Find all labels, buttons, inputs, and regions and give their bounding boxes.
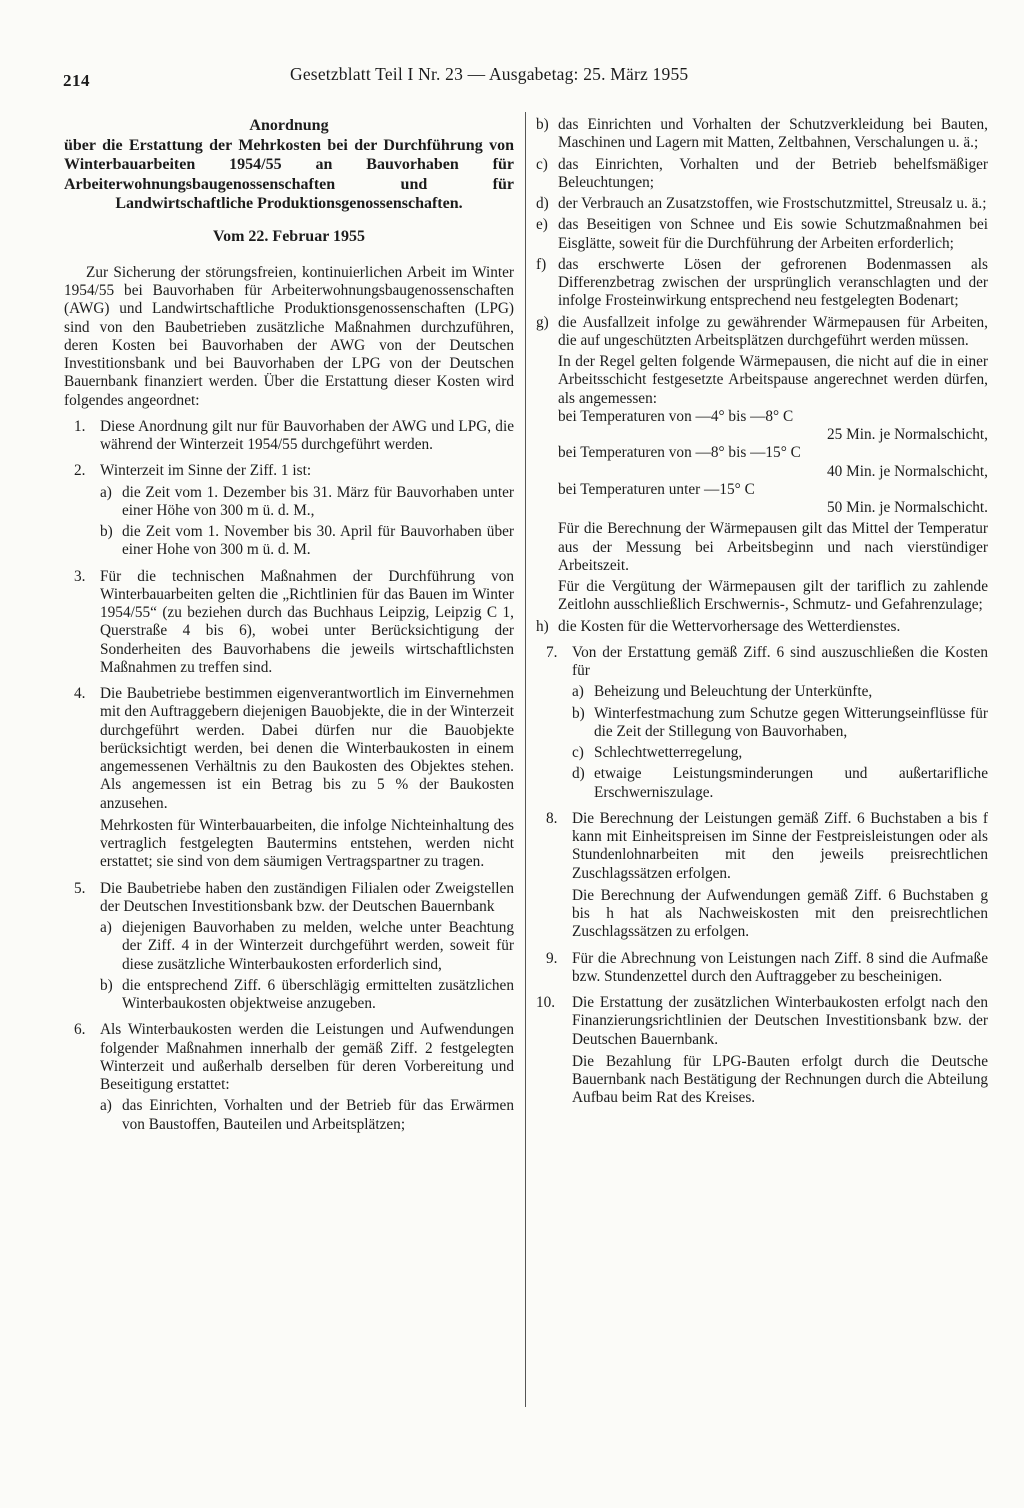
subsection-text: Winterfestmachung zum Schutze gegen Witterungseinflüsse für die Zeit der Stillegung von Bauvorhaben,: [594, 704, 988, 740]
subsection-letter: e): [536, 216, 548, 234]
temperature-range: bei Temperaturen unter —15° C: [558, 480, 755, 498]
subsection-text: die Kosten für die Wettervorhersage des Wetterdienstes.: [558, 617, 901, 635]
temperature-range: bei Temperaturen von —8° bis —15° C: [558, 444, 801, 462]
section-continuation: Die Bezahlung für LPG-Bauten erfolgt durch die Deutsche Bauernbank nach Bestätigung der Rechnungen durch die Abteilung Aufbau beim Rat des Kreises.: [572, 1052, 988, 1107]
subsection-text: die Ausfallzeit infolge zu gewährender Wärmepausen für Arbeiten, die auf ungeschützten Arbeitsplätzen durchgeführt werden müssen.: [558, 313, 988, 349]
section-number: 7.: [546, 643, 558, 661]
subsection-letter: a): [572, 683, 584, 701]
section-1: [64, 418, 514, 455]
subsection-letter: b): [100, 523, 113, 540]
section-text: Die Erstattung der zusätzlichen Winterbaukosten erfolgt nach den Finanzierungsrichtlinien der Deutschen Investitionsbank bzw. der Deutschen Bauernbank.: [572, 994, 988, 1048]
right-column: [536, 116, 988, 1108]
pause-duration: 40 Min. je Normalschicht,: [826, 462, 988, 480]
subsection-text: das Einrichten und Vorhalten der Schutzverkleidung bei Bauten, Maschinen und Lagern mit Matten, Zeltbahnen, Verschalungen u. ä.;: [558, 116, 988, 152]
subsection-letter: b): [100, 976, 113, 994]
subsection-text: etwaige Leistungsminderungen und außertarifliche Erschwerniszulage.: [594, 765, 988, 801]
section-text: Die Baubetriebe haben den zuständigen Filialen oder Zweigstellen der Deutschen Investitionsbank bzw. der Deutschen Bauernbank: [100, 879, 514, 915]
subsection-text: die entsprechend Ziff. 6 überschlägig ermittelten zusätzlichen Winterbaukosten objektweise anzugeben.: [122, 976, 514, 1012]
subsection-letter: c): [572, 744, 584, 761]
subsection-a: [100, 919, 514, 974]
section-number: 5.: [74, 879, 86, 897]
subsection-letter: b): [572, 704, 585, 722]
subsection-a: [100, 1097, 514, 1134]
subsection-b: [100, 523, 514, 560]
section-number: 10.: [536, 994, 556, 1011]
subsection-letter: a): [100, 483, 112, 501]
subsection-h: [536, 618, 988, 636]
section-10: [536, 994, 988, 1108]
subsection-text: das Einrichten, Vorhalten und der Betrieb behelfsmäßiger Beleuchtungen;: [558, 155, 988, 191]
subsection-b: [100, 977, 514, 1014]
subsection-continuation: Für die Vergütung der Wärmepausen gilt der tariflich zu zahlende Zeitlohn ausschließlich Erschwernis-, Schmutz- und Gefahrenzulage;: [558, 578, 988, 614]
left-column: [64, 116, 514, 1134]
section-text: Die Berechnung der Leistungen gemäß Ziff. 6 Buchstaben a bis f kann mit Einheitspreisen im Sinne der Festpreisleistungen oder als Stundenlohnarbeiten mit den jeweils preisrechtlichen Zuschlagssätzen erfolgen.: [572, 809, 988, 882]
subsection-letter: c): [536, 155, 548, 173]
section-text: Als Winterbaukosten werden die Leistungen und Aufwendungen folgender Maßnahmen innerhalb der gemäß Ziff. 2 festgelegten Winterzeit und außerhalb derselben für deren Vorbereitung und Beseitigung erstattet:: [100, 1021, 514, 1093]
subsection-f: [536, 256, 988, 311]
subsection-a: [100, 484, 514, 521]
subsection-b: [536, 116, 988, 153]
subsection-letter: d): [572, 765, 585, 783]
subsection-text: die Zeit vom 1. Dezember bis 31. März für Bauvorhaben unter einer Höhe von 300 m ü. d. M.,: [122, 483, 514, 519]
section-text: Die Baubetriebe bestimmen eigenverantwortlich im Einvernehmen mit den Auftraggebern diejenigen Bauobjekte, die in der Winterzeit durchgeführt werden. Dabei dürfen nur die Bauobjekte berücksichtigt werden, bei denen die Winterbaukosten in einem angemessenen Verhältnis zu den Baukosten des Objektes stehen. Als angemessen ist ein Betrag bis zu 5 % der Baukosten anzusehen.: [100, 685, 514, 812]
preamble: Zur Sicherung der störungsfreien, kontinuierlichen Arbeit im Winter 1954/55 bei Bauvorhaben für Arbeiterwohnungsbaugenossenschaften (AWG) und Landwirtschaftliche Produktionsgenossenschaften (LPG) sind von den Baubetrieben zusätzliche Maßnahmen durchzuführen, deren Kosten bei Bauvorhaben der AWG von der Deutschen Investitionsbank und bei Bauvorhaben der LPG von der Deutschen Bauernbank finanziert werden. Über die Erstattung dieser Kosten wird folgendes angeordnet:: [64, 263, 514, 409]
subsection-continuation: Für die Berechnung der Wärmepausen gilt das Mittel der Temperatur aus der Messung bei Arbeitsbeginn und nach vierstündiger Arbeitszeit.: [558, 520, 988, 574]
subsection-text: Beheizung und Beleuchtung der Unterkünfte,: [594, 683, 873, 701]
section-5: [64, 880, 514, 1014]
subsection-text: diejenigen Bauvorhaben zu melden, welche unter Beachtung der Ziff. 4 in der Winterzeit durchgeführt werden, soweit für diese zusätzliche Winterbaukosten erforderlich sind,: [122, 919, 514, 973]
pause-duration: 50 Min. je Normalschicht.: [826, 499, 988, 516]
subsection-continuation: In der Regel gelten folgende Wärmepausen, die nicht auf die in einer Arbeitsschicht festgesetzte Arbeitspause angerechnet werden dürfen, als angemessen:: [558, 353, 988, 407]
subsection-letter: a): [100, 919, 112, 936]
subsection-text: der Verbrauch an Zusatzstoffen, wie Frostschutzmittel, Streusalz u. ä.;: [558, 195, 987, 212]
temperature-table: [558, 408, 988, 518]
subsection-text: Schlechtwetterregelung,: [594, 744, 743, 761]
section-number: 2.: [74, 462, 86, 480]
section-4: [64, 685, 514, 872]
section-text: Für die Abrechnung von Leistungen nach Ziff. 8 sind die Aufmaße bzw. Stundenzettel durch den Auftraggeber zu bescheinigen.: [572, 949, 988, 985]
section-number: 9.: [546, 949, 558, 967]
section-7: [536, 644, 988, 802]
section-number: 1.: [74, 417, 86, 435]
subsection-c: [572, 744, 988, 762]
subsection-letter: b): [536, 116, 549, 133]
section-text: Winterzeit im Sinne der Ziff. 1 ist:: [100, 462, 312, 480]
document-date: Vom 22. Februar 1955: [213, 227, 365, 245]
subsection-a: [572, 683, 988, 701]
column-divider: [525, 112, 526, 1407]
pause-duration: 25 Min. je Normalschicht,: [826, 426, 988, 443]
subsection-d: [572, 765, 988, 802]
section-continuation: Die Berechnung der Aufwendungen gemäß Ziff. 6 Buchstaben g bis h hat als Nachweiskosten mit den preisrechtlichen Zuschlagssätzen zu erfolgen.: [572, 886, 988, 941]
section-3: [64, 568, 514, 678]
section-9: [536, 950, 988, 987]
section-text: Für die technischen Maßnahmen der Durchführung von Winterbauarbeiten gelten die „Richtlinien für das Bauen im Winter 1954/55“ (zu beziehen durch das Buchhaus Leipzig, Leipzig C 1, Querstraße 4 bis 6), wobei unter Berücksichtigung der Sonderheiten des Bauvorhabens die jeweils wirtschaftlichsten Maßnahmen zu treffen sind.: [100, 567, 514, 676]
section-text: Von der Erstattung gemäß Ziff. 6 sind auszuschließen die Kosten für: [572, 643, 988, 679]
subsection-letter: d): [536, 195, 549, 212]
document-title: Anordnung: [249, 117, 329, 134]
page-number: 214: [63, 71, 90, 90]
subsection-c: [536, 156, 988, 193]
subsection-letter: h): [536, 617, 549, 635]
subsection-text: das erschwerte Lösen der gefrorenen Bodenmassen als Differenzbetrag zwischen der ursprünglich veranschlagten und der infolge Frosteinwirkung entsprechend neu festgelegten Bodenart;: [558, 255, 988, 310]
section-number: 8.: [546, 809, 558, 827]
subsection-text: das Beseitigen von Schnee und Eis sowie Schutzmaßnahmen bei Eisglätte, soweit für die Durchführung der Arbeiten erforderlich;: [558, 216, 988, 252]
subsection-text: das Einrichten, Vorhalten und der Betrieb für das Erwärmen von Baustoffen, Bauteilen und Arbeitsplätzen;: [122, 1097, 514, 1133]
section-8: [536, 810, 988, 942]
document-subject: über die Erstattung der Mehrkosten bei der Durchführung von Winterbauarbeiten 1954/55 an Bauvorhaben für Arbeiterwohnungsbaugenossenschaften und für Landwirtschaftliche Produktionsgenossenschaften.: [64, 136, 514, 212]
section-2: [64, 462, 514, 559]
section-number: 3.: [74, 567, 86, 585]
section-6: [64, 1021, 514, 1134]
subsection-letter: a): [100, 1097, 112, 1115]
section-text: Diese Anordnung gilt nur für Bauvorhaben der AWG und LPG, die während der Winterzeit 1954/55 durchgeführt werden.: [100, 417, 514, 453]
subsection-d: [536, 195, 988, 213]
subsection-letter: g): [536, 313, 549, 331]
section-number: 6.: [74, 1021, 86, 1039]
running-head: Gesetzblatt Teil I Nr. 23 — Ausgabetag: 25. März 1955: [290, 64, 689, 84]
subsection-b: [572, 705, 988, 742]
subsection-e: [536, 216, 988, 253]
temperature-range: bei Temperaturen von —4° bis —8° C: [558, 407, 794, 425]
subsection-g: [536, 314, 988, 615]
section-continuation: Mehrkosten für Winterbauarbeiten, die infolge Nichteinhaltung des vertraglich festgelegten Bautermins entstehen, werden nicht erstattet; sie sind von dem säumigen Vertragspartner zu tragen.: [100, 816, 514, 871]
subsection-text: die Zeit vom 1. November bis 30. April für Bauvorhaben über einer Hohe von 300 m ü. d. M.: [122, 523, 514, 559]
section-number: 4.: [74, 685, 86, 702]
subsection-letter: f): [536, 255, 547, 273]
